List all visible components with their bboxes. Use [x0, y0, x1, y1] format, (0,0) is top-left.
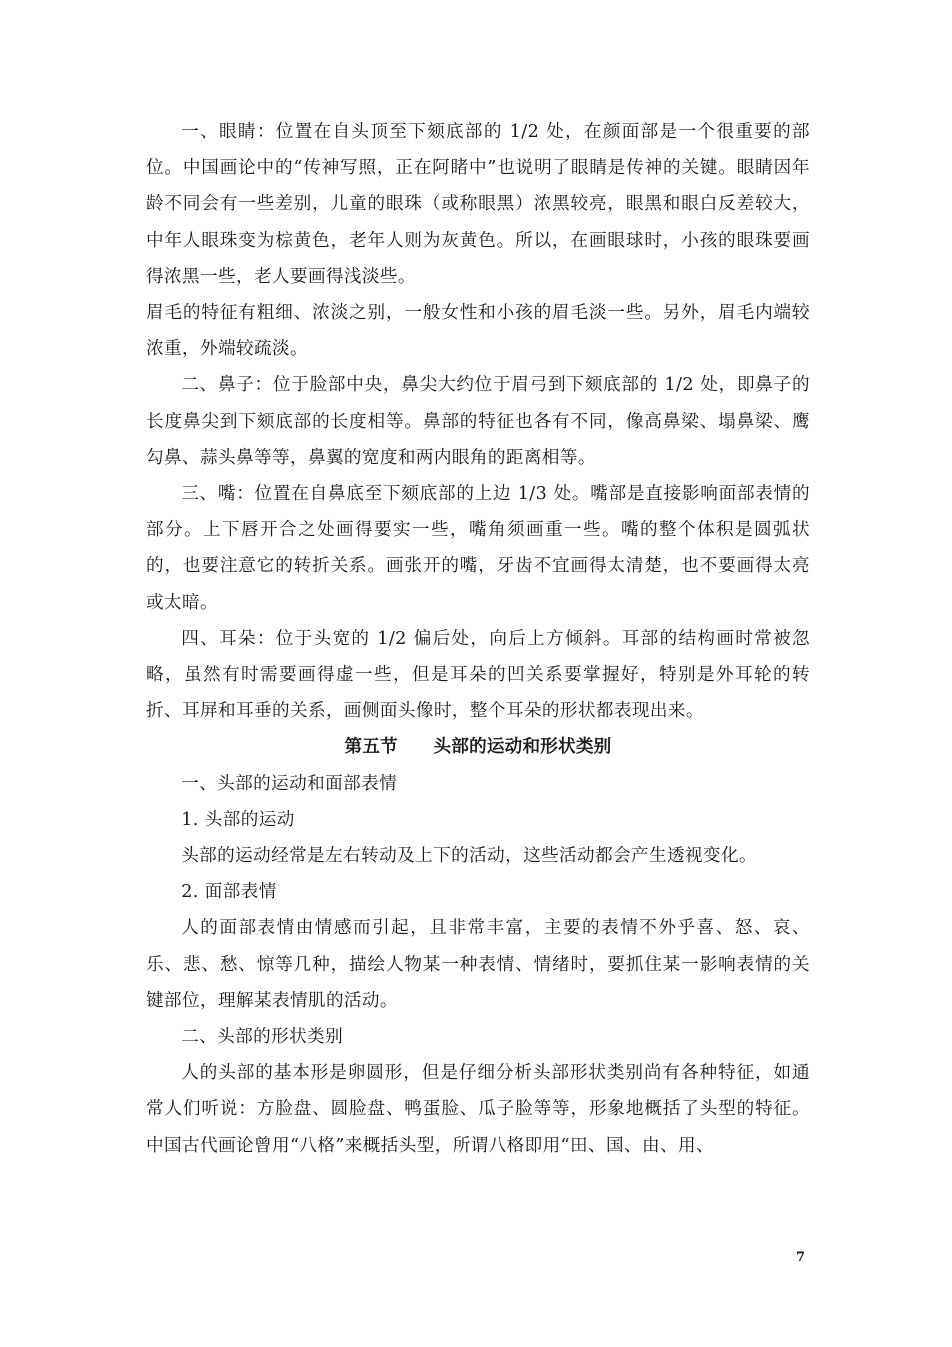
heading-facial-expression: 2. 面部表情: [181, 882, 277, 903]
heading-head-movement-and-expression: 一、头部的运动和面部表情: [181, 773, 398, 794]
page-body: [146, 114, 810, 1164]
paragraph-ears: 四、耳朵：位于头宽的 1/2 偏后处，向后上方倾斜。耳部的结构画时常被忽略，虽然有时需要画得虚一些，但是耳朵的凹关系要掌握好，特别是外耳轮的转折、耳屏和耳垂的关系，画侧面头像时，整个耳朵的形状都表现出来。: [146, 628, 810, 722]
heading-head-shape: 二、头部的形状类别: [181, 1027, 344, 1048]
paragraph-nose: 二、鼻子：位于脸部中央，鼻尖大约位于眉弓到下颏底部的 1/2 处，即鼻子的长度鼻尖到下颏底部的长度相等。鼻部的特征也各有不同，像高鼻梁、塌鼻梁、鹰勾鼻、蒜头鼻等等，鼻翼的宽度和两内眼角的距离相等。: [146, 375, 810, 468]
section-title: 第五节 头部的运动和形状类别: [344, 737, 612, 758]
paragraph-facial-expression: 人的面部表情由情感而引起，且非常丰富，主要的表情不外乎喜、怒、哀、乐、悲、愁、惊等几种，描绘人物某一种表情、情绪时，要抓住某一影响表情的关键部位，理解某表情肌的活动。: [146, 918, 810, 1011]
paragraph-eyebrows: 眉毛的特征有粗细、浓淡之别，一般女性和小孩的眉毛淡一些。另外，眉毛内端较浓重，外端较疏淡。: [146, 303, 810, 360]
paragraph-head-shape: 人的头部的基本形是卵圆形，但是仔细分析头部形状类别尚有各种特征，如通常人们听说：方脸盘、圆脸盘、鸭蛋脸、瓜子脸等等，形象地概括了头型的特征。中国古代画论曾用“八格”来概括头型，所谓八格即用“田、国、由、用、: [146, 1063, 810, 1156]
paragraph-mouth: 三、嘴：位置在自鼻底至下颏底部的上边 1/3 处。嘴部是直接影响面部表情的部分。上下唇开合之处画得要实一些，嘴角须画重一些。嘴的整个体积是圆弧状的，也要注意它的转折关系。画张开的嘴，牙齿不宜画得太清楚，也不要画得太亮或太暗。: [146, 484, 810, 613]
paragraph-head-movement: 头部的运动经常是左右转动及上下的活动，这些活动都会产生透视变化。: [181, 846, 757, 867]
heading-head-movement: 1. 头部的运动: [181, 809, 295, 830]
page-number: 7: [796, 1250, 806, 1265]
paragraph-eyes: 一、眼睛：位置在自头顶至下颏底部的 1/2 处，在颜面部是一个很重要的部位。中国画论中的“传神写照，正在阿睹中”也说明了眼睛是传神的关键。眼睛因年龄不同会有一些差别，儿童的眼珠（或称眼黑）浓黑较亮，眼黑和眼白反差较大，中年人眼珠变为棕黄色，老年人则为灰黄色。所以，在画眼球时，小孩的眼珠要画得浓黑一些，老人要画得浅淡些。: [146, 122, 810, 287]
